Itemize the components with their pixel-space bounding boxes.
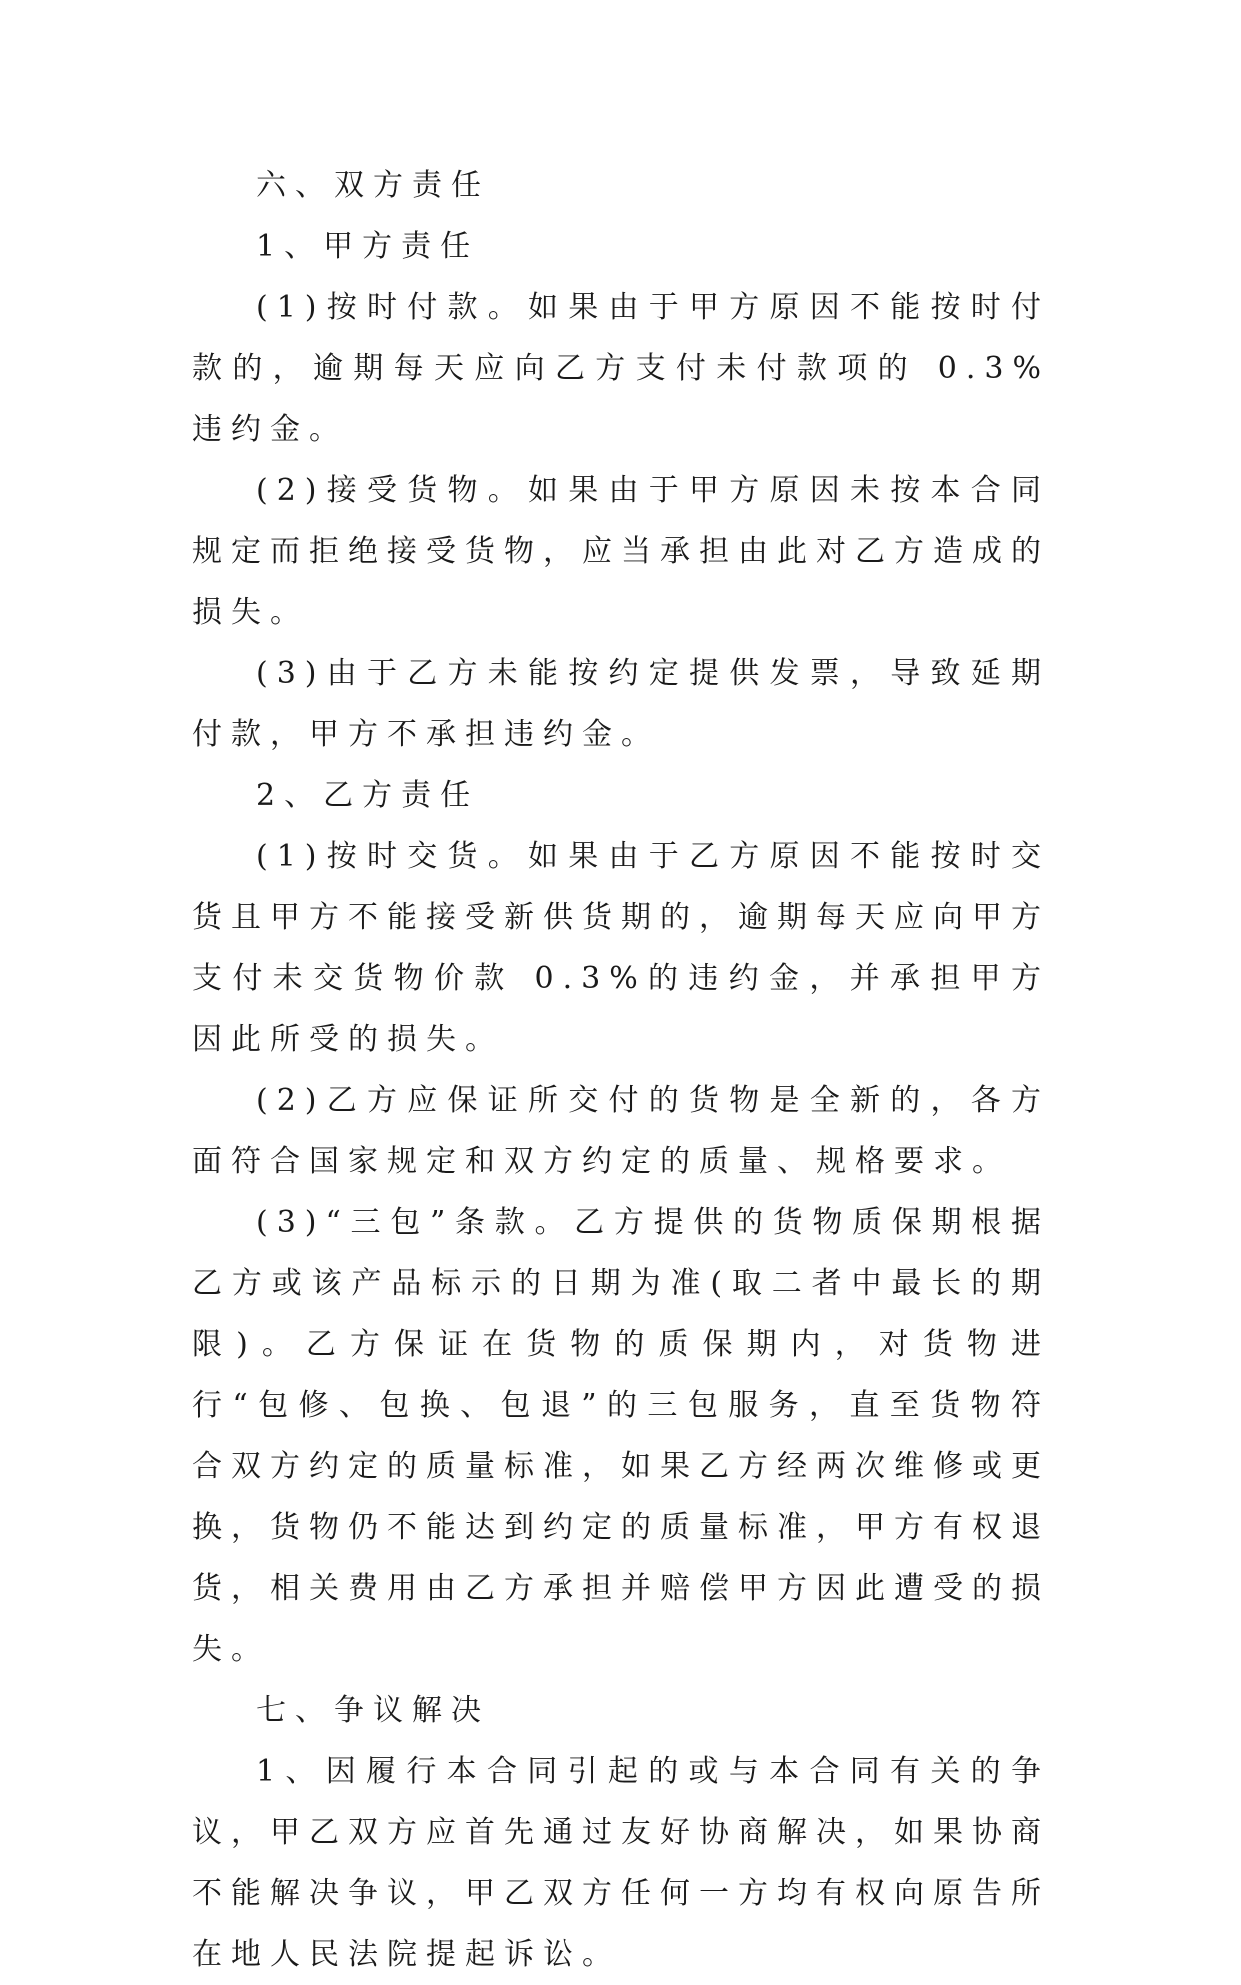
document-body — [192, 155, 1050, 1985]
clause-party-a-acceptance: (2)接受货物。如果由于甲方原因未按本合同规定而拒绝接受货物，应当承担由此对乙方造成的损失。 — [192, 473, 1050, 630]
clause-party-b-quality: (2)乙方应保证所交付的货物是全新的，各方面符合国家规定和双方约定的质量、规格要求。 — [192, 1083, 1050, 1179]
clause-dispute-resolution: 1、因履行本合同引起的或与本合同有关的争议，甲乙双方应首先通过友好协商解决，如果协商不能解决争议，甲乙双方任何一方均有权向原告所在地人民法院提起诉讼。 — [192, 1754, 1050, 1972]
clause-party-a-payment: (1)按时付款。如果由于甲方原因不能按时付款的，逾期每天应向乙方支付未付款项的 0.3%违约金。 — [192, 290, 1050, 447]
section-heading-dispute: 七、争议解决 — [256, 1693, 490, 1728]
clause-party-a-invoice: (3)由于乙方未能按约定提供发票，导致延期付款，甲方不承担违约金。 — [192, 656, 1050, 752]
clause-party-b-delivery: (1)按时交货。如果由于乙方原因不能按时交货且甲方不能接受新供货期的，逾期每天应向甲方支付未交货物价款 0.3%的违约金，并承担甲方因此所受的损失。 — [192, 839, 1050, 1057]
section-heading-responsibilities: 六、双方责任 — [256, 168, 490, 203]
subsection-heading-party-b: 2、乙方责任 — [256, 778, 480, 813]
clause-party-b-warranty: (3)“三包”条款。乙方提供的货物质保期根据乙方或该产品标示的日期为准(取二者中最长的期限)。乙方保证在货物的质保期内，对货物进行“包修、包换、包退”的三包服务，直至货物符合双方约定的质量标准，如果乙方经两次维修或更换，货物仍不能达到约定的质量标准，甲方有权退货，相关费用由乙方承担并赔偿甲方因此遭受的损失。 — [192, 1205, 1050, 1667]
subsection-heading-party-a: 1、甲方责任 — [256, 229, 480, 264]
